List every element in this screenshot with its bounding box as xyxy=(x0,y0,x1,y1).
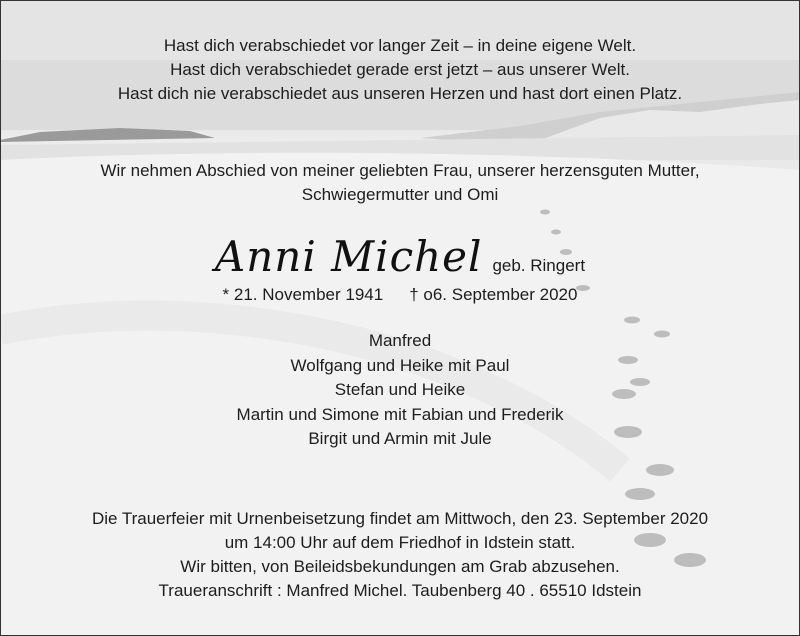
farewell-intro xyxy=(0,159,800,207)
family-member: Stefan und Heike xyxy=(334,380,466,399)
poem-line: Hast dich nie verabschiedet aus unseren Herzen und hast dort einen Platz. xyxy=(117,84,683,103)
deceased-name-row xyxy=(0,232,800,284)
death-date: † o6. September 2020 xyxy=(409,285,578,304)
intro-line: Schwiegermutter und Omi xyxy=(301,185,499,204)
deceased-name: Anni Michel xyxy=(214,232,483,281)
poem-line: Hast dich verabschiedet gerade erst jetzt – aus unserer Welt. xyxy=(170,60,630,79)
birth-name: geb. Ringert xyxy=(492,256,586,275)
service-info xyxy=(0,507,800,603)
family-member: Martin und Simone mit Fabian und Frederik xyxy=(236,404,564,424)
family-member: Birgit und Armin mit Jule xyxy=(308,429,492,448)
family-member: Manfred xyxy=(368,331,432,350)
mourning-address: Traueranschrift : Manfred Michel. Taubenberg 40 . 65510 Idstein xyxy=(158,581,642,600)
birth-date: * 21. November 1941 xyxy=(222,285,384,304)
intro-line: Wir nehmen Abschied von meiner geliebten Frau, unserer herzensguten Mutter, xyxy=(100,161,700,180)
family-member: Wolfgang und Heike mit Paul xyxy=(290,355,510,375)
service-line: Wir bitten, von Beileidsbekundungen am Grab abzusehen. xyxy=(180,557,620,576)
service-line: Die Trauerfeier mit Urnenbeisetzung findet am Mittwoch, den 23. September 2020 xyxy=(91,509,709,528)
family-list xyxy=(0,329,800,452)
life-dates xyxy=(0,283,800,307)
poem-line: Hast dich verabschiedet vor langer Zeit – in deine eigene Welt. xyxy=(163,36,637,55)
poem xyxy=(0,34,800,106)
service-line: um 14:00 Uhr auf dem Friedhof in Idstein statt. xyxy=(224,533,576,552)
